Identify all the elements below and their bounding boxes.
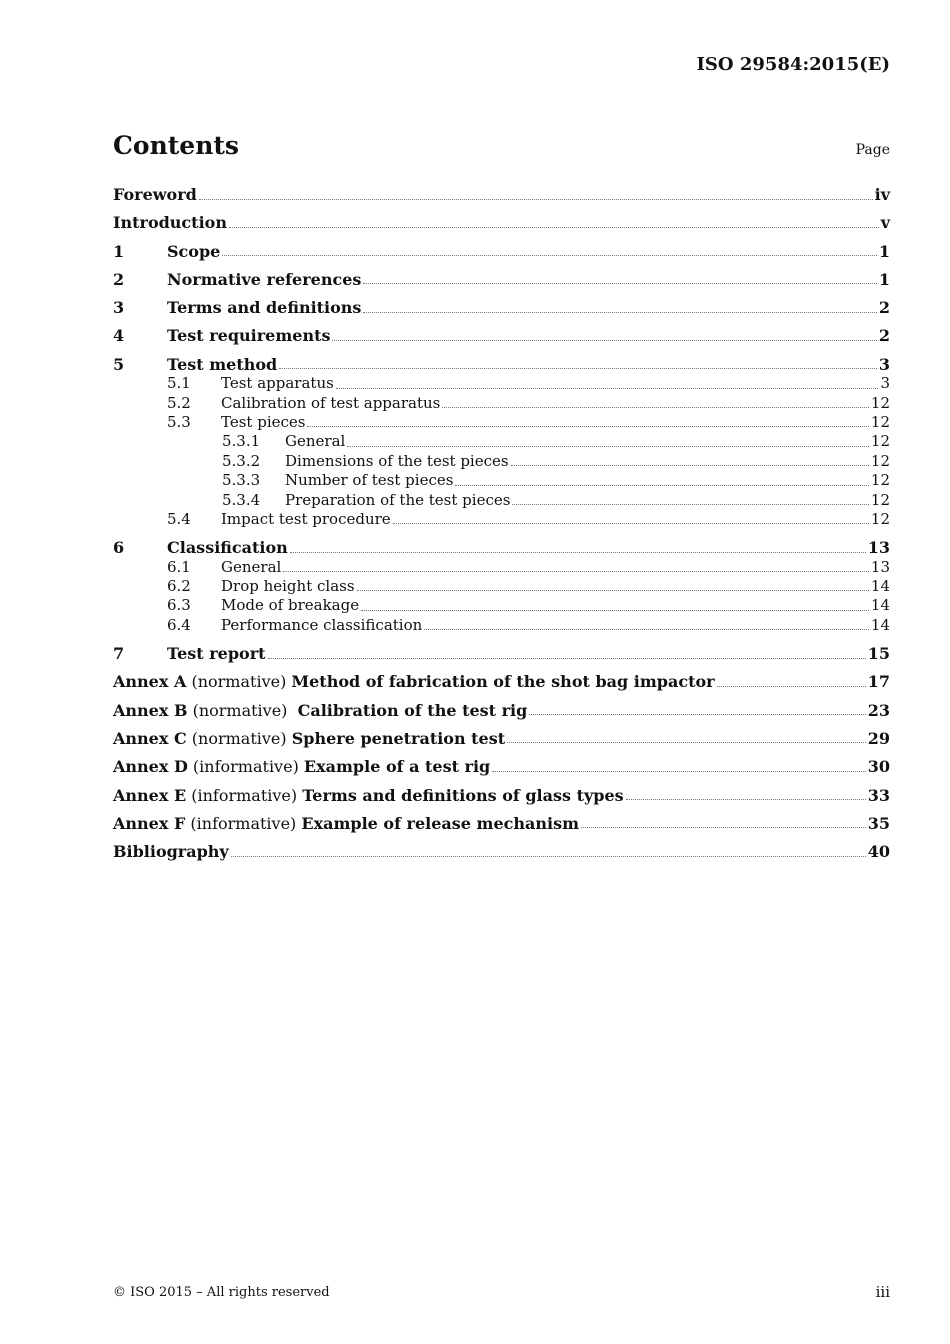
dot-leader bbox=[492, 771, 866, 772]
dot-leader bbox=[529, 714, 865, 715]
toc-entry-page: 12 bbox=[870, 413, 890, 432]
toc-entry-page: 14 bbox=[870, 577, 890, 596]
dot-leader bbox=[511, 465, 869, 466]
toc-entry-title: Normative references bbox=[167, 269, 362, 289]
toc-entry-title: Test requirements bbox=[167, 326, 331, 346]
dot-leader bbox=[455, 485, 868, 486]
toc-entry-number: 4 bbox=[113, 326, 125, 346]
toc-entry-number: 5.2 bbox=[167, 393, 191, 412]
annex-kind: (informative) bbox=[185, 813, 302, 833]
annex-label: Annex F bbox=[113, 813, 186, 833]
toc-entry-page: iv bbox=[874, 185, 890, 204]
toc-entry-page: 13 bbox=[870, 557, 890, 576]
toc-entry-title bbox=[113, 672, 715, 691]
toc-entry-number: 7 bbox=[113, 644, 125, 664]
toc-entry-title: Bibliography bbox=[113, 842, 229, 862]
toc-entry-number: 6.1 bbox=[167, 557, 191, 576]
annex-kind: (normative) bbox=[186, 672, 292, 692]
toc-entry-page: 30 bbox=[867, 757, 890, 777]
toc-entry-number: 6.2 bbox=[167, 577, 191, 596]
toc-entry-page: 12 bbox=[870, 510, 890, 529]
toc-entry-title: Test apparatus bbox=[221, 374, 334, 393]
toc-entry[interactable] bbox=[113, 326, 890, 346]
dot-leader bbox=[363, 283, 876, 284]
toc-entry[interactable] bbox=[113, 644, 890, 664]
toc-entry-page: 12 bbox=[870, 432, 890, 451]
toc-entry-page: 17 bbox=[867, 672, 890, 692]
toc-entry-number: 5.3 bbox=[167, 413, 191, 432]
toc-entry-page: 13 bbox=[867, 538, 890, 558]
toc-entry[interactable] bbox=[113, 298, 890, 318]
dot-leader bbox=[361, 610, 869, 611]
toc-entry-page: 15 bbox=[867, 644, 890, 664]
toc-entry-number: 5.1 bbox=[167, 374, 191, 393]
toc-entry-number: 5 bbox=[113, 354, 125, 374]
toc-entry[interactable] bbox=[113, 616, 890, 635]
dot-leader bbox=[424, 629, 869, 630]
dot-leader bbox=[279, 368, 877, 369]
dot-leader bbox=[222, 255, 877, 256]
toc-entry-title: General bbox=[221, 557, 282, 576]
dot-leader bbox=[357, 590, 869, 591]
dot-leader bbox=[717, 686, 866, 687]
annex-title: Terms and definitions of glass types bbox=[302, 785, 624, 805]
toc-entry[interactable] bbox=[113, 842, 890, 862]
toc-entry-title: Test method bbox=[167, 354, 278, 374]
dot-leader bbox=[626, 799, 866, 800]
toc-entry[interactable] bbox=[113, 701, 890, 721]
annex-label: Annex B bbox=[113, 700, 188, 720]
toc-entry[interactable] bbox=[113, 786, 890, 806]
dot-leader bbox=[268, 658, 866, 659]
toc-entry-page: 14 bbox=[870, 596, 890, 615]
toc-entry-page: 33 bbox=[867, 785, 890, 805]
toc-entry-number: 5.3.2 bbox=[222, 451, 261, 470]
dot-leader bbox=[332, 340, 876, 341]
dot-leader bbox=[199, 199, 873, 200]
toc-entry-number: 5.3.4 bbox=[222, 490, 261, 509]
toc-entry-title bbox=[113, 757, 490, 776]
dot-leader bbox=[336, 388, 879, 389]
dot-leader bbox=[290, 552, 866, 553]
annex-label: Annex C bbox=[113, 728, 187, 748]
dot-leader bbox=[283, 571, 869, 572]
toc-entry[interactable] bbox=[113, 452, 890, 471]
annex-kind: (informative) bbox=[187, 757, 304, 777]
annex-title: Method of fabrication of the shot bag impactor bbox=[291, 672, 715, 692]
toc-entry-number: 6.4 bbox=[167, 615, 191, 634]
toc-entry[interactable] bbox=[113, 374, 890, 393]
toc-entry-number: 5.4 bbox=[167, 510, 191, 529]
dot-leader bbox=[442, 407, 869, 408]
toc-entry[interactable] bbox=[113, 394, 890, 413]
toc-entry[interactable] bbox=[113, 729, 890, 749]
dot-leader bbox=[347, 446, 869, 447]
toc-entry-page: 40 bbox=[867, 842, 890, 862]
toc-entry-number: 2 bbox=[113, 269, 125, 289]
toc-entry-title: General bbox=[285, 432, 346, 451]
toc-entry-page: 23 bbox=[867, 700, 890, 720]
toc-entry-title: Preparation of the test pieces bbox=[285, 490, 511, 509]
annex-kind: (normative) bbox=[186, 728, 292, 748]
toc-entry-number: 6 bbox=[113, 538, 125, 558]
dot-leader bbox=[229, 227, 879, 228]
toc-entry[interactable] bbox=[113, 213, 890, 233]
toc-entry-page: 2 bbox=[878, 298, 890, 318]
contents-title: Contents bbox=[113, 131, 240, 160]
toc-entry-page: 2 bbox=[878, 326, 890, 346]
toc-entry[interactable] bbox=[113, 432, 890, 451]
toc-entry[interactable] bbox=[113, 577, 890, 596]
toc-entry-title bbox=[113, 814, 579, 833]
toc-entry[interactable] bbox=[113, 814, 890, 834]
dot-leader bbox=[507, 742, 866, 743]
toc-entry-page: 1 bbox=[878, 269, 890, 289]
dot-leader bbox=[363, 312, 876, 313]
toc-entry-page: 3 bbox=[880, 374, 890, 393]
dot-leader bbox=[393, 523, 869, 524]
page-number: iii bbox=[875, 1283, 890, 1301]
toc-entry-page: 12 bbox=[870, 490, 890, 509]
toc-entry[interactable] bbox=[113, 757, 890, 777]
toc-entry-number: 1 bbox=[113, 241, 125, 261]
toc-entry-title: Dimensions of the test pieces bbox=[285, 451, 509, 470]
table-of-contents bbox=[113, 185, 890, 862]
toc-entry[interactable] bbox=[113, 270, 890, 290]
toc-entry-number: 5.3.3 bbox=[222, 471, 261, 490]
annex-title: Example of a test rig bbox=[303, 757, 491, 777]
annex-label: Annex D bbox=[113, 757, 188, 777]
toc-entry[interactable] bbox=[113, 491, 890, 510]
annex-title: Example of release mechanism bbox=[301, 813, 580, 833]
toc-entry-number: 3 bbox=[113, 298, 125, 318]
toc-entry-title: Mode of breakage bbox=[221, 596, 360, 615]
annex-title: Calibration of the test rig bbox=[297, 700, 528, 720]
toc-entry-page: 12 bbox=[870, 393, 890, 412]
document-id: ISO 29584:2015(E) bbox=[696, 54, 890, 75]
toc-entry[interactable] bbox=[113, 242, 890, 262]
toc-entry[interactable] bbox=[113, 355, 890, 375]
dot-leader bbox=[512, 504, 868, 505]
toc-entry-page: 1 bbox=[878, 241, 890, 261]
toc-entry-page: 12 bbox=[870, 451, 890, 470]
toc-entry-title: Classification bbox=[167, 538, 288, 558]
toc-entry[interactable] bbox=[113, 413, 890, 432]
dot-leader bbox=[231, 856, 866, 857]
toc-entry-number: 6.3 bbox=[167, 596, 191, 615]
toc-entry-title: Test pieces bbox=[221, 413, 306, 432]
toc-entry-title: Drop height class bbox=[221, 577, 355, 596]
copyright-notice: © ISO 2015 – All rights reserved bbox=[113, 1285, 330, 1300]
annex-label: Annex E bbox=[113, 785, 187, 805]
toc-entry-page: 29 bbox=[867, 728, 890, 748]
annex-title: Sphere penetration test bbox=[291, 728, 506, 748]
toc-entry-title: Performance classification bbox=[221, 615, 423, 634]
toc-entry-page: 35 bbox=[867, 813, 890, 833]
toc-entry[interactable] bbox=[113, 471, 890, 490]
toc-entry-title: Test report bbox=[167, 644, 266, 664]
page-column-label: Page bbox=[855, 142, 890, 158]
toc-entry[interactable] bbox=[113, 672, 890, 692]
dot-leader bbox=[581, 827, 866, 828]
annex-kind: (normative) bbox=[187, 700, 298, 720]
toc-entry[interactable] bbox=[113, 185, 890, 205]
toc-entry-title: Number of test pieces bbox=[285, 471, 454, 490]
toc-entry[interactable] bbox=[113, 538, 890, 558]
toc-entry-title bbox=[113, 701, 527, 720]
toc-entry-title bbox=[113, 786, 624, 805]
toc-entry-title: Introduction bbox=[113, 213, 227, 233]
dot-leader bbox=[307, 426, 868, 427]
toc-entry[interactable] bbox=[113, 596, 890, 615]
toc-entry[interactable] bbox=[113, 510, 890, 529]
toc-entry-page: 3 bbox=[878, 354, 890, 374]
toc-entry-title: Scope bbox=[167, 241, 221, 261]
toc-entry-title: Calibration of test apparatus bbox=[221, 393, 441, 412]
toc-entry-page: v bbox=[880, 213, 890, 233]
toc-entry-page: 14 bbox=[870, 615, 890, 634]
toc-entry-title bbox=[113, 729, 505, 748]
toc-entry-number: 5.3.1 bbox=[222, 432, 261, 451]
toc-entry-title: Impact test procedure bbox=[221, 510, 391, 529]
toc-entry-title: Foreword bbox=[113, 185, 197, 204]
annex-kind: (informative) bbox=[186, 785, 303, 805]
toc-entry-page: 12 bbox=[870, 471, 890, 490]
annex-label: Annex A bbox=[113, 672, 187, 692]
toc-entry[interactable] bbox=[113, 558, 890, 577]
toc-entry-title: Terms and definitions bbox=[167, 298, 362, 318]
